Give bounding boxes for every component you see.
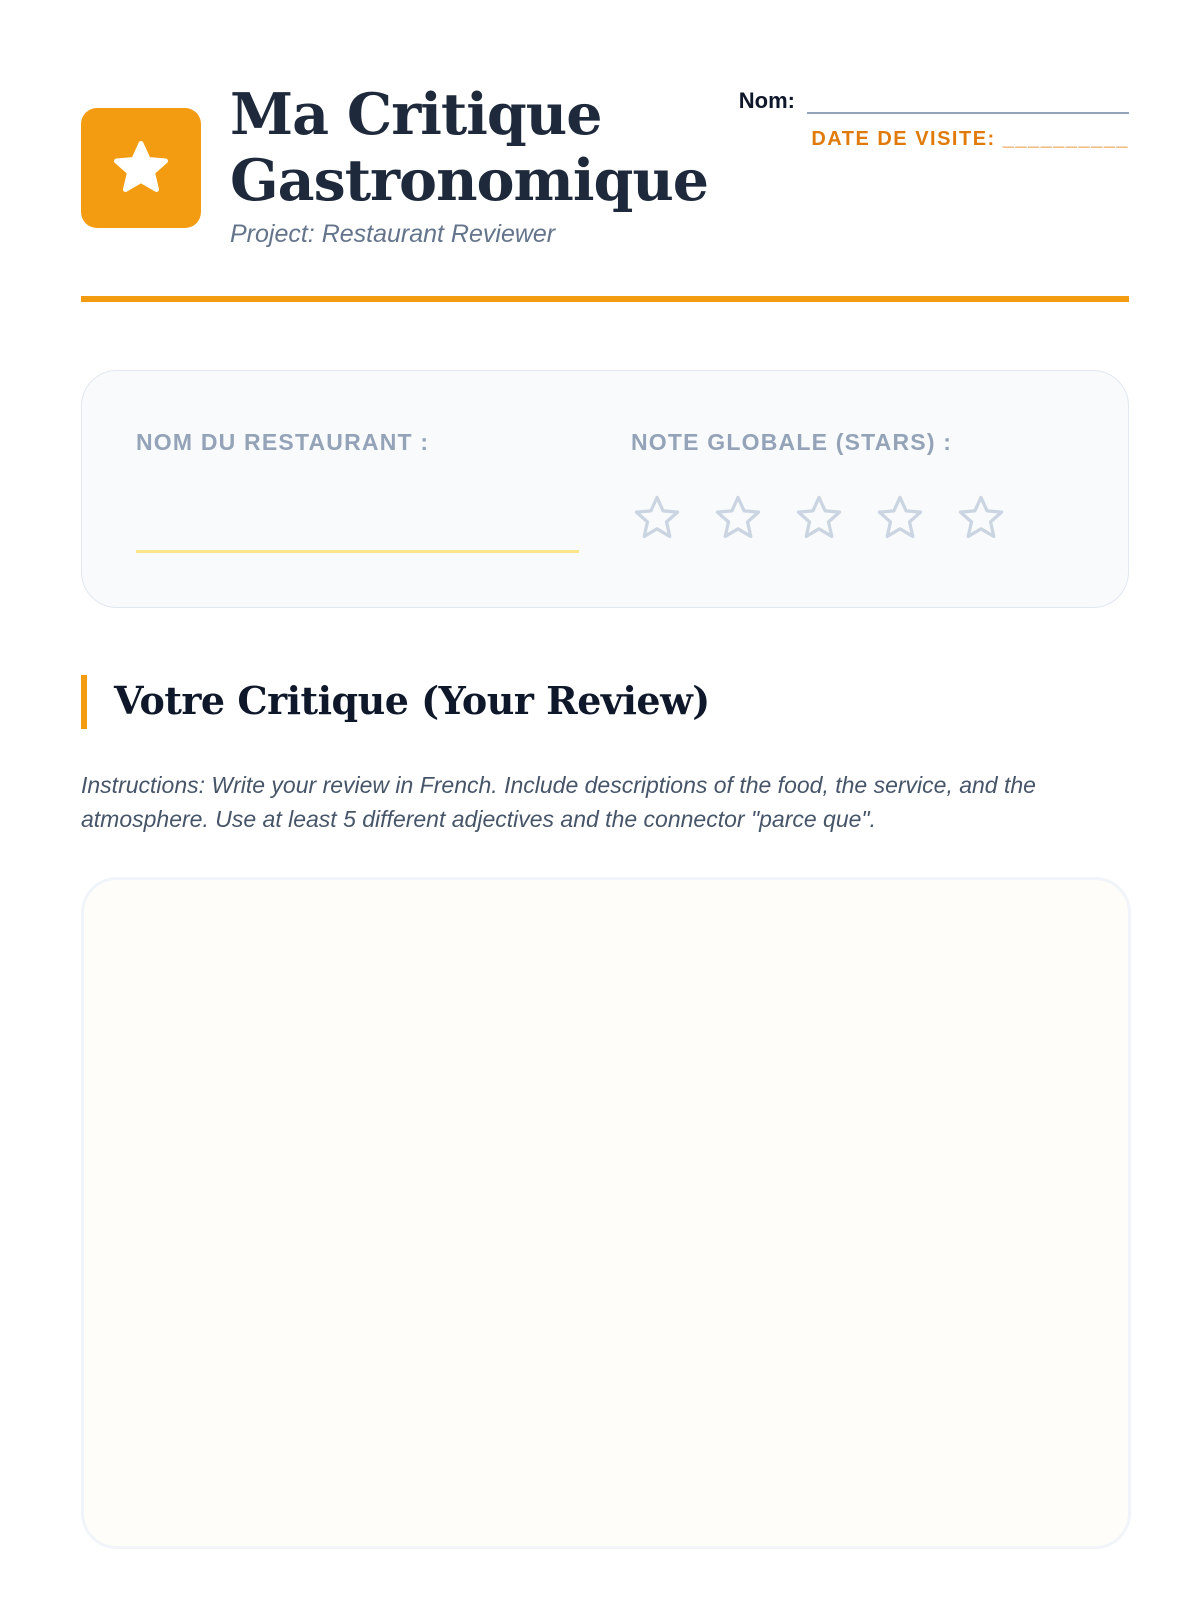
section-heading: Votre Critique (Your Review) bbox=[114, 678, 710, 723]
restaurant-info-card bbox=[81, 370, 1129, 608]
name-label: Nom: bbox=[738, 88, 795, 113]
star-outline-icon[interactable] bbox=[631, 492, 683, 544]
restaurant-name-input-line[interactable] bbox=[136, 550, 579, 553]
title-line-1: Ma Critique bbox=[230, 81, 602, 148]
review-writing-area[interactable] bbox=[81, 877, 1131, 1549]
visit-date-field[interactable]: DATE DE VISITE: __________ bbox=[811, 128, 1129, 150]
restaurant-name-label: NOM DU RESTAURANT : bbox=[136, 429, 430, 455]
star-outline-icon[interactable] bbox=[712, 492, 764, 544]
instructions-text: Instructions: Write your review in French. Include descriptions of the food, the service, and the atmosphere. Use at least 5 different adjectives and the connector "parce que". bbox=[81, 772, 1036, 832]
name-input-line[interactable] bbox=[807, 84, 1129, 114]
header-divider bbox=[81, 296, 1129, 302]
name-field bbox=[729, 84, 1129, 114]
title-line-2: Gastronomique bbox=[230, 147, 709, 214]
star-outline-icon[interactable] bbox=[874, 492, 926, 544]
worksheet bbox=[81, 0, 1129, 1600]
overall-rating-label: NOTE GLOBALE (STARS) : bbox=[631, 429, 953, 455]
section-accent-bar bbox=[81, 675, 87, 729]
star-outline-icon[interactable] bbox=[955, 492, 1007, 544]
star-outline-icon[interactable] bbox=[793, 492, 845, 544]
star-icon bbox=[111, 138, 171, 198]
page-title bbox=[230, 81, 709, 214]
star-rating bbox=[631, 492, 1007, 544]
logo bbox=[81, 108, 201, 228]
page-subtitle: Project: Restaurant Reviewer bbox=[230, 220, 556, 248]
